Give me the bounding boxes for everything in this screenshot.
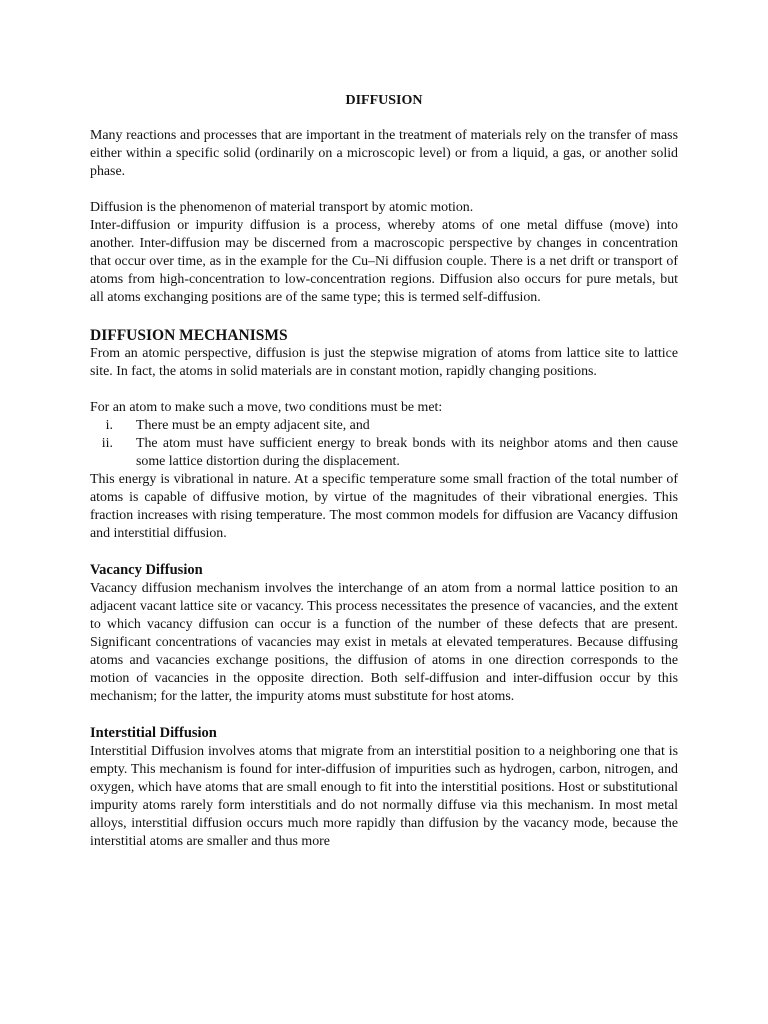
- document-title: DIFFUSION: [345, 93, 423, 108]
- list-item-text: There must be an empty adjacent site, and: [136, 418, 370, 433]
- list-item-number: i.: [105, 418, 113, 433]
- inter-diffusion-paragraph: Inter-diffusion or impurity diffusion is a process, whereby atoms of one metal diffuse (move) into another. Inter-diffusion may be discerned from a macroscopic perspective by changes in concentration that occur over time, as in the example for the Cu–Ni diffusion couple. There is a net drift or transport of atoms from high-concentration to low-concentration regions. Diffusion also occurs for pure metals, but all atoms exchanging positions are of the same type; this is termed self-diffusion.: [90, 218, 678, 305]
- conditions-intro: For an atom to make such a move, two conditions must be met:: [90, 400, 443, 415]
- list-item-number: ii.: [101, 436, 113, 451]
- interstitial-heading: Interstitial Diffusion: [90, 725, 217, 741]
- conditions-list: [90, 417, 678, 471]
- energy-paragraph: This energy is vibrational in nature. At a specific temperature some small fraction of the total number of atoms is capable of diffusive motion, by virtue of the magnitudes of their vibrational energies. This fraction increases with rising temperature. The most common models for diffusion are Vacancy diffusion and interstitial diffusion.: [90, 472, 678, 541]
- definition-paragraph: Diffusion is the phenomenon of material transport by atomic motion.: [90, 200, 474, 215]
- list-item: [90, 417, 678, 435]
- mechanisms-heading: DIFFUSION MECHANISMS: [90, 327, 288, 344]
- list-item: [90, 435, 678, 471]
- mechanisms-paragraph: From an atomic perspective, diffusion is just the stepwise migration of atoms from lattice site to lattice site. In fact, the atoms in solid materials are in constant motion, rapidly changing positions.: [90, 346, 678, 379]
- interstitial-paragraph: Interstitial Diffusion involves atoms that migrate from an interstitial position to a neighboring one that is empty. This mechanism is found for inter-diffusion of impurities such as hydrogen, carbon, nitrogen, and oxygen, which have atoms that are small enough to fit into the interstitial positions. Host or substitutional impurity atoms rarely form interstitials and do not normally diffuse via this mechanism. In most metal alloys, interstitial diffusion occurs much more rapidly than diffusion by the vacancy mode, because the interstitial atoms are smaller and thus more: [90, 744, 678, 849]
- intro-paragraph: Many reactions and processes that are important in the treatment of materials rely on the transfer of mass either within a specific solid (ordinarily on a microscopic level) or from a liquid, a gas, or another solid phase.: [90, 128, 678, 179]
- vacancy-paragraph: Vacancy diffusion mechanism involves the interchange of an atom from a normal lattice position to an adjacent vacant lattice site or vacancy. This process necessitates the presence of vacancies, and the extent to which vacancy diffusion can occur is a function of the number of these defects that are present. Significant concentrations of vacancies may exist in metals at elevated temperatures. Because diffusing atoms and vacancies exchange positions, the diffusion of atoms in one direction corresponds to the motion of vacancies in the opposite direction. Both self-diffusion and inter-diffusion occur by this mechanism; for the latter, the impurity atoms must substitute for host atoms.: [90, 581, 678, 704]
- vacancy-heading: Vacancy Diffusion: [90, 562, 203, 578]
- list-item-text: The atom must have sufficient energy to break bonds with its neighbor atoms and then cause some lattice distortion during the displacement.: [136, 436, 678, 469]
- document-page: [90, 92, 678, 851]
